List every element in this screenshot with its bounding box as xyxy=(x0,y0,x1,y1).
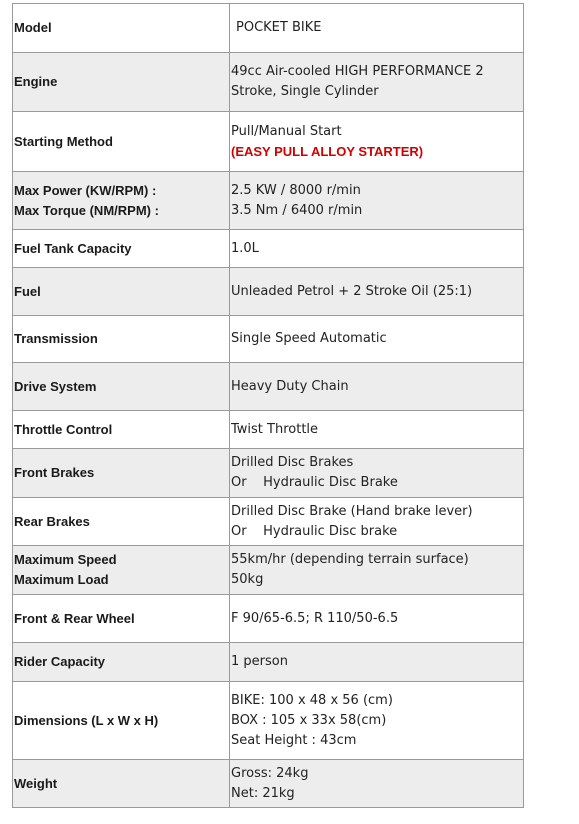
spec-value xyxy=(230,643,524,682)
spec-label xyxy=(13,498,230,546)
label-line: Front Brakes xyxy=(14,465,95,480)
spec-label xyxy=(13,411,230,449)
label-line: Dimensions (L x W x H) xyxy=(14,712,159,728)
value-line: 3.5 Nm / 6400 r/min xyxy=(231,202,363,218)
spec-label xyxy=(13,449,230,498)
spec-value xyxy=(230,53,524,112)
label-line: Engine xyxy=(14,74,58,89)
spec-label xyxy=(13,363,230,411)
value-line: Or Hydraulic Disc brake xyxy=(231,523,398,539)
spec-value xyxy=(230,411,524,449)
spec-value xyxy=(230,112,524,172)
label-line: Front & Rear Wheel xyxy=(14,610,135,626)
spec-value xyxy=(230,316,524,363)
spec-row-wheel xyxy=(13,595,524,643)
spec-value xyxy=(230,595,524,643)
spec-label xyxy=(13,172,230,230)
spec-label xyxy=(13,230,230,268)
value-line: POCKET BIKE xyxy=(236,20,322,35)
label-line: Fuel xyxy=(14,283,41,299)
spec-row-model xyxy=(13,4,524,53)
spec-row-power-torque xyxy=(13,172,524,230)
label-line: Max Torque (NM/RPM) : xyxy=(14,202,159,218)
value-line: Drilled Disc Brake (Hand brake lever) xyxy=(231,503,473,519)
spec-row-engine xyxy=(13,53,524,112)
spec-label xyxy=(13,4,230,53)
spec-row-speed-load xyxy=(13,546,524,595)
label-line: Maximum Load xyxy=(14,572,109,587)
value-line: 55km/hr (depending terrain surface) xyxy=(231,552,469,567)
spec-value xyxy=(230,546,524,595)
spec-value xyxy=(230,172,524,230)
spec-row-starting-method xyxy=(13,112,524,172)
spec-row-front-brakes xyxy=(13,449,524,498)
label-line: Max Power (KW/RPM) : xyxy=(14,182,157,198)
label-line: Drive System xyxy=(14,378,97,394)
label-line: Rider Capacity xyxy=(14,654,106,669)
value-line: Pull/Manual Start xyxy=(231,123,342,139)
spec-value xyxy=(230,682,524,760)
starter-highlight: (EASY PULL ALLOY STARTER) xyxy=(231,143,424,159)
spec-value xyxy=(230,498,524,546)
spec-label xyxy=(13,268,230,316)
spec-label xyxy=(13,643,230,682)
spec-row-transmission xyxy=(13,316,524,363)
spec-row-rear-brakes xyxy=(13,498,524,546)
label-line: Throttle Control xyxy=(14,421,113,437)
spec-table xyxy=(12,3,524,808)
spec-label xyxy=(13,53,230,112)
spec-row-rider-capacity xyxy=(13,643,524,682)
spec-label xyxy=(13,682,230,760)
spec-value xyxy=(230,268,524,316)
spec-label xyxy=(13,112,230,172)
value-line: F 90/65-6.5; R 110/50-6.5 xyxy=(231,610,399,626)
value-line: Drilled Disc Brakes xyxy=(231,455,354,470)
value-line: 1 person xyxy=(231,654,288,669)
spec-label xyxy=(13,546,230,595)
spec-label xyxy=(13,595,230,643)
label-line: Fuel Tank Capacity xyxy=(14,240,132,256)
value-line: Seat Height : 43cm xyxy=(231,732,357,748)
value-line: 50kg xyxy=(231,572,264,587)
value-line: Stroke, Single Cylinder xyxy=(231,84,379,99)
value-line: Gross: 24kg xyxy=(231,765,309,781)
spec-value xyxy=(230,760,524,808)
value-line: Net: 21kg xyxy=(231,785,295,801)
value-line: Heavy Duty Chain xyxy=(231,378,349,394)
spec-label xyxy=(13,760,230,808)
value-line: 1.0L xyxy=(231,240,259,256)
value-line: Single Speed Automatic xyxy=(231,331,387,346)
label-line: Transmission xyxy=(14,331,98,346)
value-line: BOX : 105 x 33x 58(cm) xyxy=(231,712,387,728)
value-line: BIKE: 100 x 48 x 56 (cm) xyxy=(231,692,393,708)
label-line: Rear Brakes xyxy=(14,513,90,529)
label-line: Weight xyxy=(14,775,58,791)
spec-row-dimensions xyxy=(13,682,524,760)
spec-value xyxy=(230,230,524,268)
value-line: 49cc Air-cooled HIGH PERFORMANCE 2 xyxy=(231,64,484,79)
value-line: Unleaded Petrol + 2 Stroke Oil (25:1) xyxy=(231,283,473,299)
spec-row-weight xyxy=(13,760,524,808)
spec-value xyxy=(230,363,524,411)
value-line: Twist Throttle xyxy=(231,421,319,437)
spec-label xyxy=(13,316,230,363)
label-line: Maximum Speed xyxy=(14,552,117,567)
value-line: 2.5 KW / 8000 r/min xyxy=(231,182,361,198)
value-line: Or Hydraulic Disc Brake xyxy=(231,475,398,490)
spec-row-fuel-tank xyxy=(13,230,524,268)
label-line: Model xyxy=(14,20,52,35)
label-line: Starting Method xyxy=(14,133,113,149)
spec-row-fuel xyxy=(13,268,524,316)
spec-row-throttle xyxy=(13,411,524,449)
spec-row-drive-system xyxy=(13,363,524,411)
spec-value xyxy=(230,4,524,53)
spec-value xyxy=(230,449,524,498)
